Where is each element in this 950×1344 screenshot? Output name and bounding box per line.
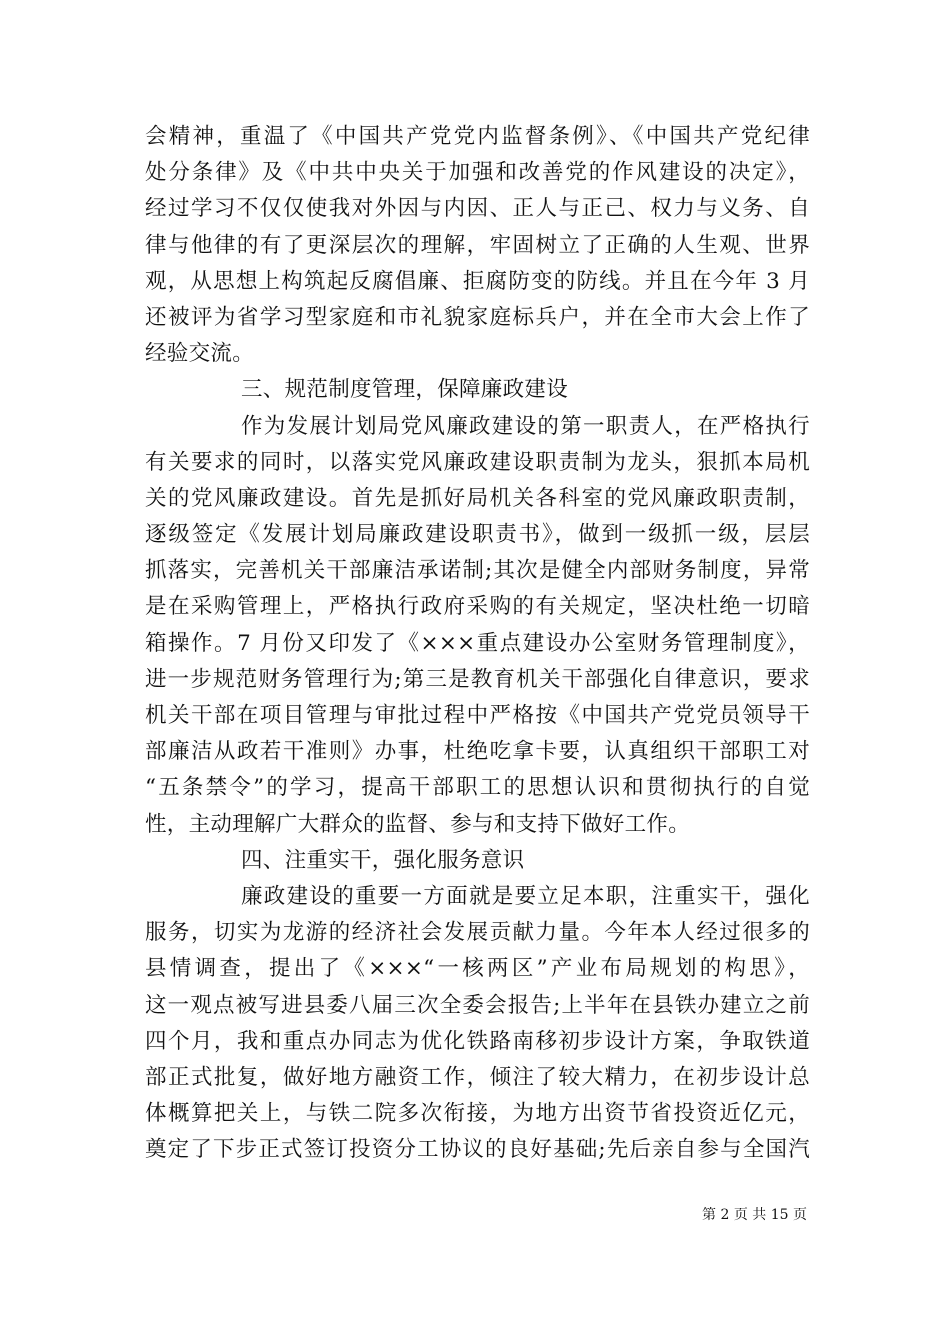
text-line: 有关要求的同时，以落实党风廉政建设职责制为龙头，狠抓本局机 <box>145 449 810 475</box>
page-number: 第 2 页 共 15 页 <box>702 1207 807 1223</box>
text-line: 处分条律》及《中共中央关于加强和改善党的作风建设的决定》， <box>145 160 810 186</box>
text-line: “五条禁令”的学习，提高干部职工的思想认识和贯彻执行的自觉 <box>145 775 810 801</box>
paragraph-last-line: 经验交流。 <box>145 341 255 367</box>
text-line: 部正式批复，做好地方融资工作，倾注了较大精力，在初步设计总 <box>145 1064 810 1090</box>
section-heading: 三、规范制度管理，保障廉政建设 <box>241 377 569 403</box>
text-line: 机关干部在项目管理与审批过程中严格按《中国共产党党员领导干 <box>145 703 810 728</box>
text-line: 县情调查，提出了《×××“一核两区”产业布局规划的构思》， <box>145 956 810 982</box>
text-line: 进一步规范财务管理行为;第三是教育机关干部强化自律意识，要求 <box>145 666 810 692</box>
text-line: 服务，切实为龙游的经济社会发展贡献力量。今年本人经过很多的 <box>145 920 810 946</box>
text-line: 体概算把关上，与铁二院多次衔接，为地方出资节省投资近亿元， <box>145 1101 810 1127</box>
text-line: 会精神，重温了《中国共产党党内监督条例》、《中国共产党纪律 <box>145 124 810 149</box>
text-line: 抓落实，完善机关干部廉洁承诺制;其次是健全内部财务制度，异常 <box>145 558 810 584</box>
text-line: 还被评为省学习型家庭和市礼貌家庭标兵户，并在全市大会上作了 <box>145 304 810 330</box>
text-line: 逐级签定《发展计划局廉政建设职责书》，做到一级抓一级，层层 <box>145 522 810 548</box>
paragraph-first-line: 作为发展计划局党风廉政建设的第一职责人，在严格执行 <box>241 413 810 439</box>
text-line: 这一观点被写进县委八届三次全委会报告;上半年在县铁办建立之前 <box>145 992 810 1018</box>
text-line: 律与他律的有了更深层次的理解，牢固树立了正确的人生观、世界 <box>145 232 810 258</box>
text-line: 部廉洁从政若干准则》办事，杜绝吃拿卡要，认真组织干部职工对 <box>145 739 810 765</box>
text-line: 关的党风廉政建设。首先是抓好局机关各科室的党风廉政职责制， <box>145 485 810 511</box>
text-line: 奠定了下步正式签订投资分工协议的良好基础;先后亲自参与全国汽 <box>145 1137 810 1163</box>
paragraph-last-line: 性，主动理解广大群众的监督、参与和支持下做好工作。 <box>145 811 691 837</box>
document-body <box>145 119 810 1168</box>
text-line: 四个月，我和重点办同志为优化铁路南移初步设计方案，争取铁道 <box>145 1028 810 1054</box>
text-line: 观，从思想上构筑起反腐倡廉、拒腐防变的防线。并且在今年 3 月 <box>145 268 810 294</box>
section-heading: 四、注重实干，强化服务意识 <box>241 847 525 873</box>
text-line: 箱操作。7 月份又印发了《×××重点建设办公室财务管理制度》， <box>145 630 810 656</box>
text-line: 是在采购管理上，严格执行政府采购的有关规定，坚决杜绝一切暗 <box>145 594 810 620</box>
paragraph-first-line: 廉政建设的重要一方面就是要立足本职，注重实干，强化 <box>241 883 810 909</box>
text-line: 经过学习不仅仅使我对外因与内因、正人与正己、权力与义务、自 <box>145 196 810 222</box>
